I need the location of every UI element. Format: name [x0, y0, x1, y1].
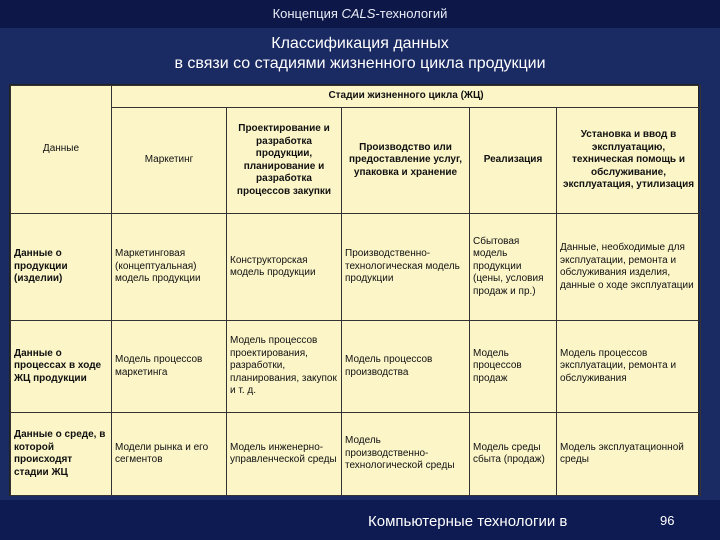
table-cell: Маркетинговая (концептуальная) модель продукции: [112, 214, 227, 321]
table-cell: Конструкторская модель продукции: [227, 214, 342, 321]
table-cell: Модель эксплуатационной среды: [557, 413, 701, 496]
table-cell: Модель процессов производства: [342, 321, 470, 413]
corner-header: Данные: [11, 86, 112, 214]
table-cell: Модель среды сбыта (продаж): [470, 413, 557, 496]
table-row: [11, 214, 701, 321]
row-header: Данные о среде, в которой происходят стадии ЖЦ: [11, 413, 112, 496]
header-italic: CALS: [341, 6, 376, 21]
classification-table-container: [9, 84, 699, 496]
column-header: Маркетинг: [112, 108, 227, 214]
row-header: Данные о процессах в ходе ЖЦ продукции: [11, 321, 112, 413]
column-header: Реализация: [470, 108, 557, 214]
table-cell: Модель процессов маркетинга: [112, 321, 227, 413]
table-row: [11, 413, 701, 496]
column-header: Установка и ввод в эксплуатацию, техническая помощь и обслуживание, эксплуатация, утилизация: [557, 108, 701, 214]
header-suffix: -технологий: [375, 6, 448, 21]
table-cell: Данные, необходимые для эксплуатации, ремонта и обслуживания изделия, данные о ходе эксплуатации: [557, 214, 701, 321]
table-cell: Сбытовая модель продукции (цены, условия продаж и пр.): [470, 214, 557, 321]
header-prefix: Концепция: [272, 6, 342, 21]
top-bar: [0, 0, 720, 28]
table-cell: Модели рынка и его сегментов: [112, 413, 227, 496]
slide-title-line2: в связи со стадиями жизненного цикла продукции: [174, 55, 546, 72]
table-cell: Модель производственно-технологической среды: [342, 413, 470, 496]
table-cell: Производственно-технологическая модель продукции: [342, 214, 470, 321]
classification-table: [10, 85, 701, 496]
column-header: Проектирование и разработка продукции, планирование и разработка процессов закупки: [227, 108, 342, 214]
table-cell: Модель процессов эксплуатации, ремонта и обслуживания: [557, 321, 701, 413]
lifecycle-group-header: Стадии жизненного цикла (ЖЦ): [112, 86, 701, 108]
row-header: Данные о продукции (изделии): [11, 214, 112, 321]
slide-title: [0, 34, 720, 74]
page-number: 96: [660, 513, 675, 528]
column-header: Производство или предоставление услуг, упаковка и хранение: [342, 108, 470, 214]
table-cell: Модель процессов продаж: [470, 321, 557, 413]
slide-title-line1: Классификация данных: [271, 35, 449, 52]
table-row: [11, 321, 701, 413]
footer-text: Компьютерные технологии в: [368, 513, 568, 530]
table-header-row-stages: [11, 108, 701, 214]
table-cell: Модель процессов проектирования, разработки, планирования, закупок и т. д.: [227, 321, 342, 413]
table-cell: Модель инженерно-управленческой среды: [227, 413, 342, 496]
table-header-row-group: [11, 86, 701, 108]
